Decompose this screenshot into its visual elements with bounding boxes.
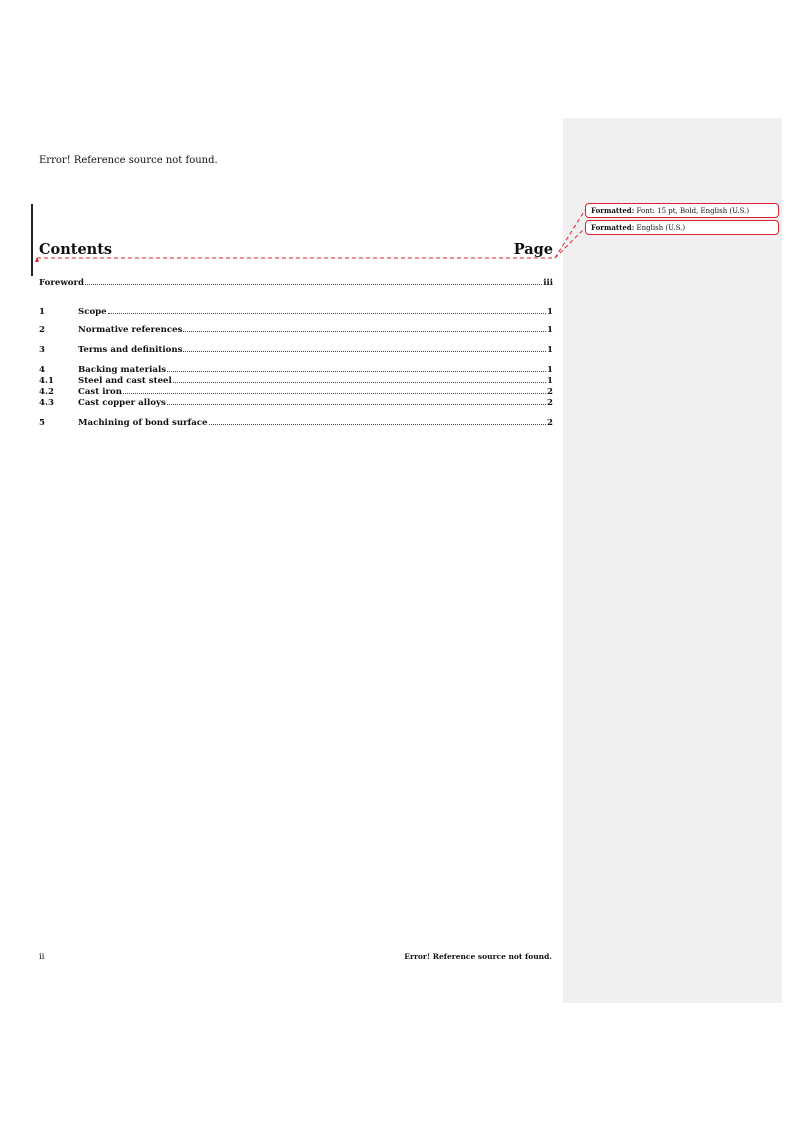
toc-title: Steel and cast steel (78, 376, 172, 386)
page-column-label: Page (513, 241, 553, 258)
toc-entry[interactable] (39, 325, 553, 335)
toc-number: 4.3 (39, 398, 54, 408)
toc-entry[interactable] (39, 345, 553, 355)
toc-number: 4.2 (39, 387, 54, 397)
toc-title: Normative references (78, 325, 183, 335)
toc-leader (183, 331, 546, 332)
toc-leader (183, 351, 546, 352)
toc-page: 1 (547, 307, 553, 317)
toc-leader (209, 424, 546, 425)
toc-entry[interactable] (39, 278, 553, 288)
toc-entry[interactable] (39, 307, 553, 317)
contents-heading (39, 241, 553, 258)
toc-entry[interactable] (39, 398, 553, 408)
contents-title: Contents (39, 241, 113, 258)
toc-leader (123, 393, 546, 394)
page-header: Error! Reference source not found. (39, 155, 218, 166)
comment-label: Formatted: (591, 223, 635, 232)
toc-number: 1 (39, 307, 45, 317)
footer-text: Error! Reference source not found. (404, 952, 552, 961)
toc-page: iii (543, 278, 553, 288)
toc-entry[interactable] (39, 365, 553, 375)
footer-page-number: ii (39, 952, 45, 962)
toc-leader (173, 382, 546, 383)
toc-number: 3 (39, 345, 45, 355)
toc-title: Cast copper alloys (78, 398, 166, 408)
toc-leader (167, 404, 546, 405)
toc-page: 2 (547, 398, 553, 408)
toc-number: 4.1 (39, 376, 54, 386)
toc-page: 1 (547, 345, 553, 355)
toc-page: 2 (547, 418, 553, 428)
comment-label: Formatted: (591, 206, 635, 215)
toc-number: 4 (39, 365, 45, 375)
toc-leader (167, 371, 546, 372)
comment-balloon[interactable] (585, 220, 779, 235)
toc-page: 1 (547, 365, 553, 375)
comment-text: English (U.S.) (634, 224, 686, 232)
toc-title: Foreword (39, 278, 85, 288)
toc-title: Scope (78, 307, 107, 317)
toc-title: Terms and definitions (78, 345, 183, 355)
toc-title: Backing materials (78, 365, 167, 375)
toc-title: Cast iron (78, 387, 122, 397)
toc-page: 1 (547, 376, 553, 386)
toc-leader (85, 284, 542, 285)
toc-leader (108, 313, 546, 314)
toc-entry[interactable] (39, 376, 553, 386)
toc-number: 5 (39, 418, 45, 428)
comment-balloon[interactable] (585, 203, 779, 218)
toc-entry[interactable] (39, 418, 553, 428)
toc-entry[interactable] (39, 387, 553, 397)
toc-page: 1 (547, 325, 553, 335)
comment-text: Font: 15 pt, Bold, English (U.S.) (634, 207, 750, 215)
toc-title: Machining of bond surface (78, 418, 208, 428)
toc-number: 2 (39, 325, 45, 335)
toc-page: 2 (547, 387, 553, 397)
